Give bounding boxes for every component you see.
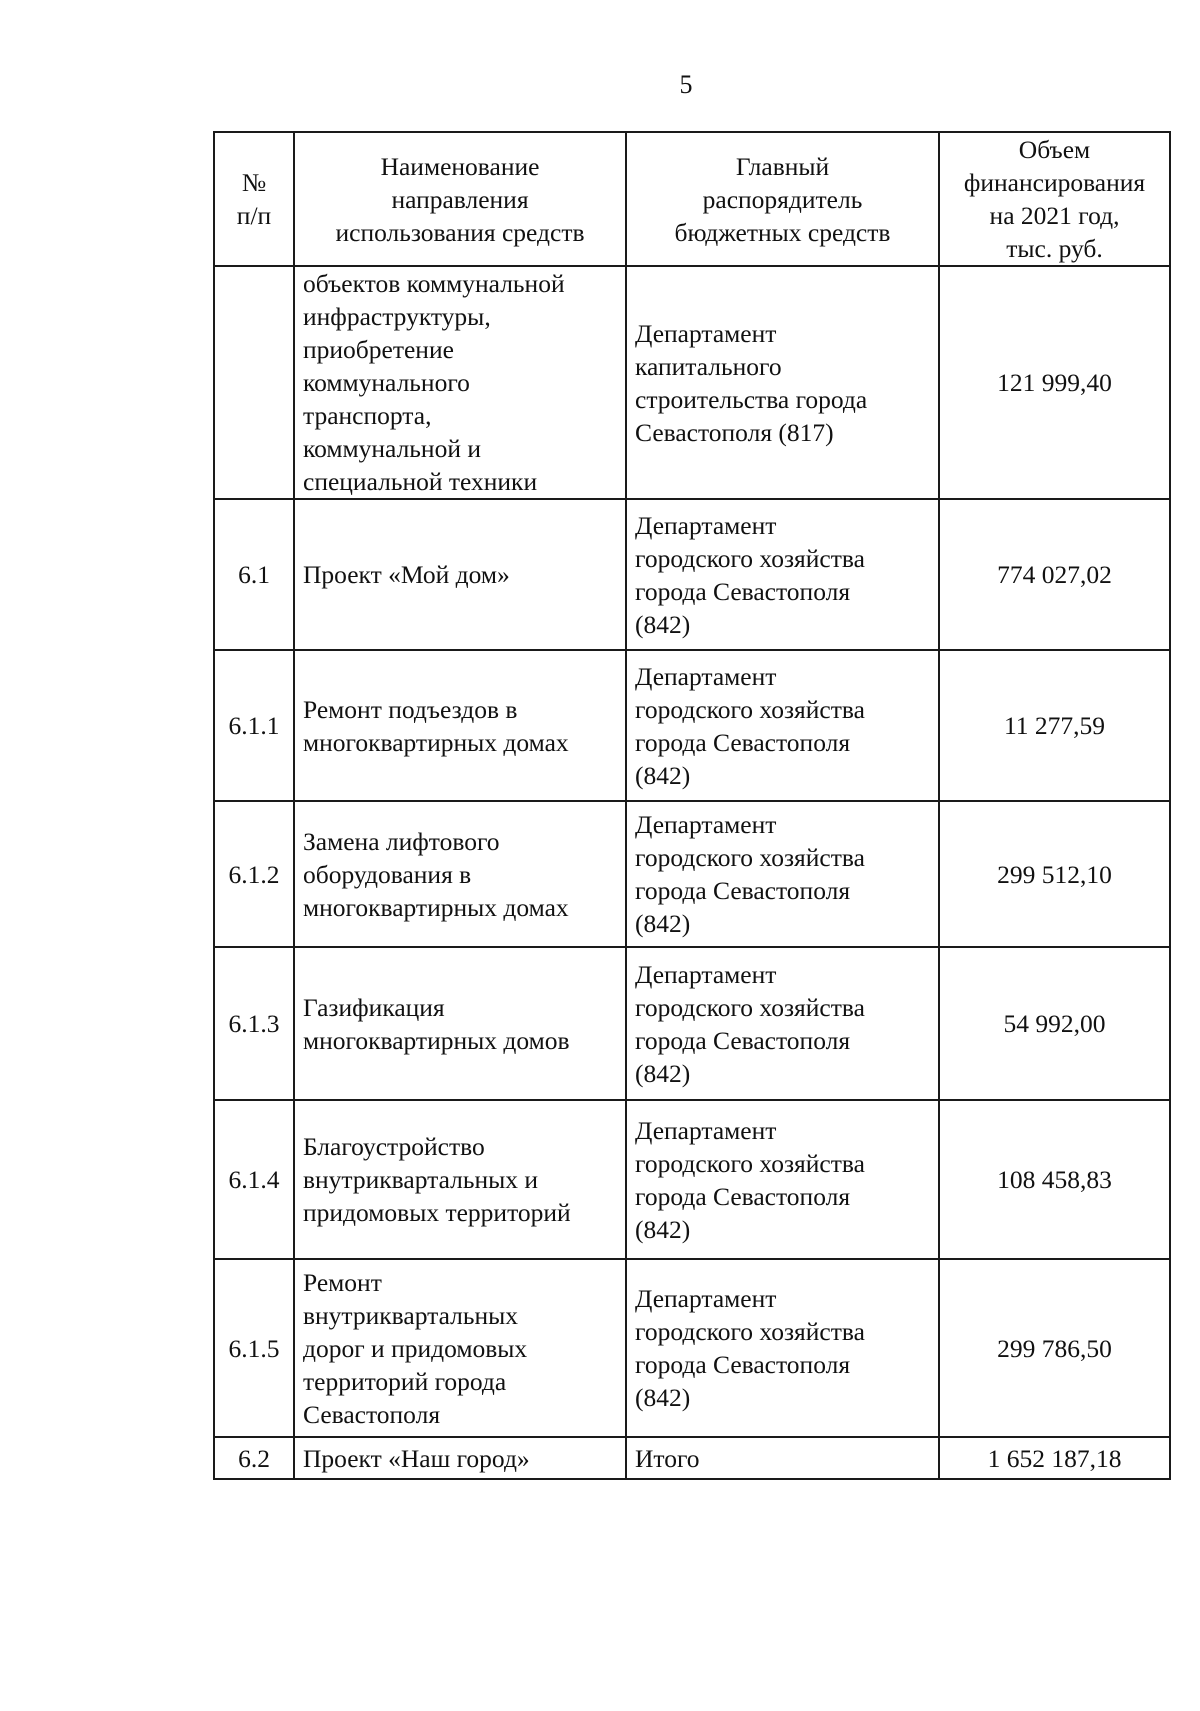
row-funding-amount: 108 458,83: [939, 1100, 1170, 1259]
row-budget-administrator: Департамент городского хозяйства города Севастополя (842): [626, 947, 939, 1100]
row-funding-amount: 774 027,02: [939, 499, 1170, 650]
row-number: 6.1.1: [214, 650, 294, 801]
table-row: [214, 266, 1170, 499]
row-number: 6.1.3: [214, 947, 294, 1100]
row-direction-name: Ремонт внутриквартальных дорог и придомовых территорий города Севастополя: [294, 1259, 626, 1437]
row-direction-name: Проект «Наш город»: [294, 1437, 626, 1479]
row-direction-name: Проект «Мой дом»: [294, 499, 626, 650]
row-budget-administrator: Итого: [626, 1437, 939, 1479]
funding-table: [213, 131, 1171, 1480]
row-number: 6.2: [214, 1437, 294, 1479]
row-budget-administrator: Департамент городского хозяйства города Севастополя (842): [626, 1259, 939, 1437]
row-budget-administrator: Департамент капитального строительства города Севастополя (817): [626, 266, 939, 499]
row-direction-name: Благоустройство внутриквартальных и придомовых территорий: [294, 1100, 626, 1259]
table-header-row: [214, 132, 1170, 266]
table-row: [214, 650, 1170, 801]
row-number: [214, 266, 294, 499]
row-number: 6.1: [214, 499, 294, 650]
row-number: 6.1.5: [214, 1259, 294, 1437]
row-budget-administrator: Департамент городского хозяйства города Севастополя (842): [626, 801, 939, 947]
row-budget-administrator: Департамент городского хозяйства города Севастополя (842): [626, 650, 939, 801]
row-funding-amount: 1 652 187,18: [939, 1437, 1170, 1479]
row-direction-name: Замена лифтового оборудования в многоквартирных домах: [294, 801, 626, 947]
table-row: [214, 1100, 1170, 1259]
page-number: 5: [679, 70, 693, 99]
row-direction-name: Ремонт подъездов в многоквартирных домах: [294, 650, 626, 801]
row-funding-amount: 121 999,40: [939, 266, 1170, 499]
row-funding-amount: 11 277,59: [939, 650, 1170, 801]
row-funding-amount: 299 786,50: [939, 1259, 1170, 1437]
table-row: [214, 1259, 1170, 1437]
row-direction-name: Газификация многоквартирных домов: [294, 947, 626, 1100]
row-budget-administrator: Департамент городского хозяйства города Севастополя (842): [626, 499, 939, 650]
row-number: 6.1.2: [214, 801, 294, 947]
header-budget-administrator: Главный распорядитель бюджетных средств: [626, 132, 939, 266]
header-number: № п/п: [214, 132, 294, 266]
table-row: [214, 499, 1170, 650]
header-funding-amount: Объем финансирования на 2021 год, тыс. руб.: [939, 132, 1170, 266]
table-row: [214, 801, 1170, 947]
table-row: [214, 1437, 1170, 1479]
table-row: [214, 947, 1170, 1100]
row-number: 6.1.4: [214, 1100, 294, 1259]
row-funding-amount: 299 512,10: [939, 801, 1170, 947]
row-budget-administrator: Департамент городского хозяйства города Севастополя (842): [626, 1100, 939, 1259]
header-direction-name: Наименование направления использования средств: [294, 132, 626, 266]
row-funding-amount: 54 992,00: [939, 947, 1170, 1100]
row-direction-name: объектов коммунальной инфраструктуры, приобретение коммунального транспорта, коммунальной и специальной техники: [294, 266, 626, 499]
